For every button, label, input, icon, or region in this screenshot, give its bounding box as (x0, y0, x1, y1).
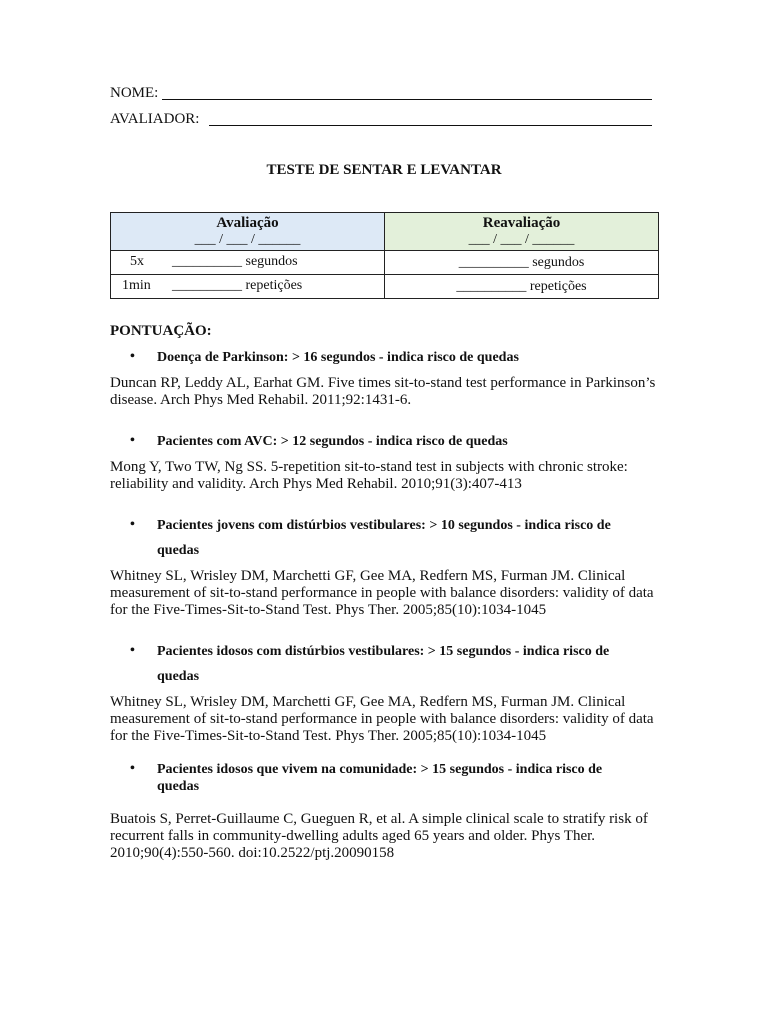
row-5x-evaluation-seconds[interactable]: __________ segundos (172, 254, 298, 269)
row-5x-right-cell (385, 251, 659, 275)
reference-community-elderly: Buatois S, Perret-Guillaume C, Gueguen R, et al. A simple clinical scale to stratify risk of recurrent falls in community-dwelling adults aged 65 years and older. Phys Ther. 2010;90(4):550-560. doi:10.2522/ptj.20090158 (110, 811, 648, 861)
row-1min-evaluation-reps[interactable]: __________ repetições (172, 278, 303, 293)
bullet-icon: • (130, 349, 135, 364)
criterion-young-vestibular-line1: Pacientes jovens com distúrbios vestibulares: > 10 segundos - indica risco de (157, 518, 611, 533)
row-1min-reevaluation-reps[interactable]: __________ repetições (456, 278, 587, 294)
reevaluation-date-blank[interactable]: ___ / ___ / ______ (468, 232, 575, 247)
bullet-icon: • (130, 643, 135, 658)
criterion-young-vestibular (157, 518, 667, 559)
bullet-icon: • (130, 517, 135, 532)
name-label: NOME: (110, 85, 159, 101)
row-1min-label: 1min (122, 278, 151, 293)
criterion-community-elderly-line2: quedas (157, 779, 200, 794)
name-blank-line[interactable] (162, 99, 652, 100)
page-title: TESTE DE SENTAR E LEVANTAR (266, 162, 502, 178)
evaluation-date-blank[interactable]: ___ / ___ / ______ (194, 232, 301, 247)
evaluator-field[interactable] (110, 111, 652, 128)
criterion-elderly-vestibular-line1: Pacientes idosos com distúrbios vestibulares: > 15 segundos - indica risco de (157, 644, 610, 659)
criterion-elderly-vestibular-line2: quedas (157, 669, 200, 684)
row-5x-reevaluation-seconds[interactable]: __________ segundos (458, 254, 585, 270)
row-1min-left-cell (111, 275, 385, 299)
row-5x-label: 5x (130, 254, 144, 269)
row-1min-right-cell (385, 275, 659, 299)
name-field[interactable] (110, 85, 652, 102)
reference-parkinson: Duncan RP, Leddy AL, Earhat GM. Five times sit-to-stand test performance in Parkinson’s disease. Arch Phys Med Rehabil. 2011;92:1431-6. (110, 375, 656, 408)
evaluator-blank-line[interactable] (209, 125, 652, 126)
table-row (111, 275, 659, 299)
evaluation-header-title: Avaliação (216, 215, 279, 231)
criterion-community-elderly-line1: Pacientes idosos que vivem na comunidade: > 15 segundos - indica risco de (157, 762, 603, 777)
evaluation-header-cell (111, 213, 385, 251)
reevaluation-header-title: Reavaliação (482, 215, 561, 231)
table-row (111, 251, 659, 275)
criterion-parkinson: Doença de Parkinson: > 16 segundos - indica risco de quedas (157, 350, 519, 365)
evaluator-label: AVALIADOR: (110, 111, 200, 127)
criterion-stroke: Pacientes com AVC: > 12 segundos - indica risco de quedas (157, 434, 508, 449)
reference-stroke: Mong Y, Two TW, Ng SS. 5-repetition sit-to-stand test in subjects with chronic stroke: reliability and validity. Arch Phys Med Rehabil. 2010;91(3):407-413 (110, 459, 628, 492)
reevaluation-header-cell (385, 213, 659, 251)
table-header-row (111, 213, 659, 251)
bullet-icon: • (130, 761, 135, 776)
score-heading: PONTUAÇÃO: (110, 323, 212, 339)
bullet-icon: • (130, 433, 135, 448)
criterion-young-vestibular-line2: quedas (157, 543, 200, 558)
criterion-elderly-vestibular (157, 644, 667, 685)
row-5x-left-cell (111, 251, 385, 275)
evaluation-table (110, 212, 659, 299)
reference-young-vestibular: Whitney SL, Wrisley DM, Marchetti GF, Gee MA, Redfern MS, Furman JM. Clinical measurement of sit-to-stand performance in people with balance disorders: validity of data for the Five-Times-Sit-to-Stand Test. Phys Ther. 2005;85(10):1034-1045 (110, 568, 654, 618)
criterion-community-elderly (157, 762, 667, 795)
reference-elderly-vestibular: Whitney SL, Wrisley DM, Marchetti GF, Gee MA, Redfern MS, Furman JM. Clinical measurement of sit-to-stand performance in people with balance disorders: validity of data for the Five-Times-Sit-to-Stand Test. Phys Ther. 2005;85(10):1034-1045 (110, 694, 654, 744)
